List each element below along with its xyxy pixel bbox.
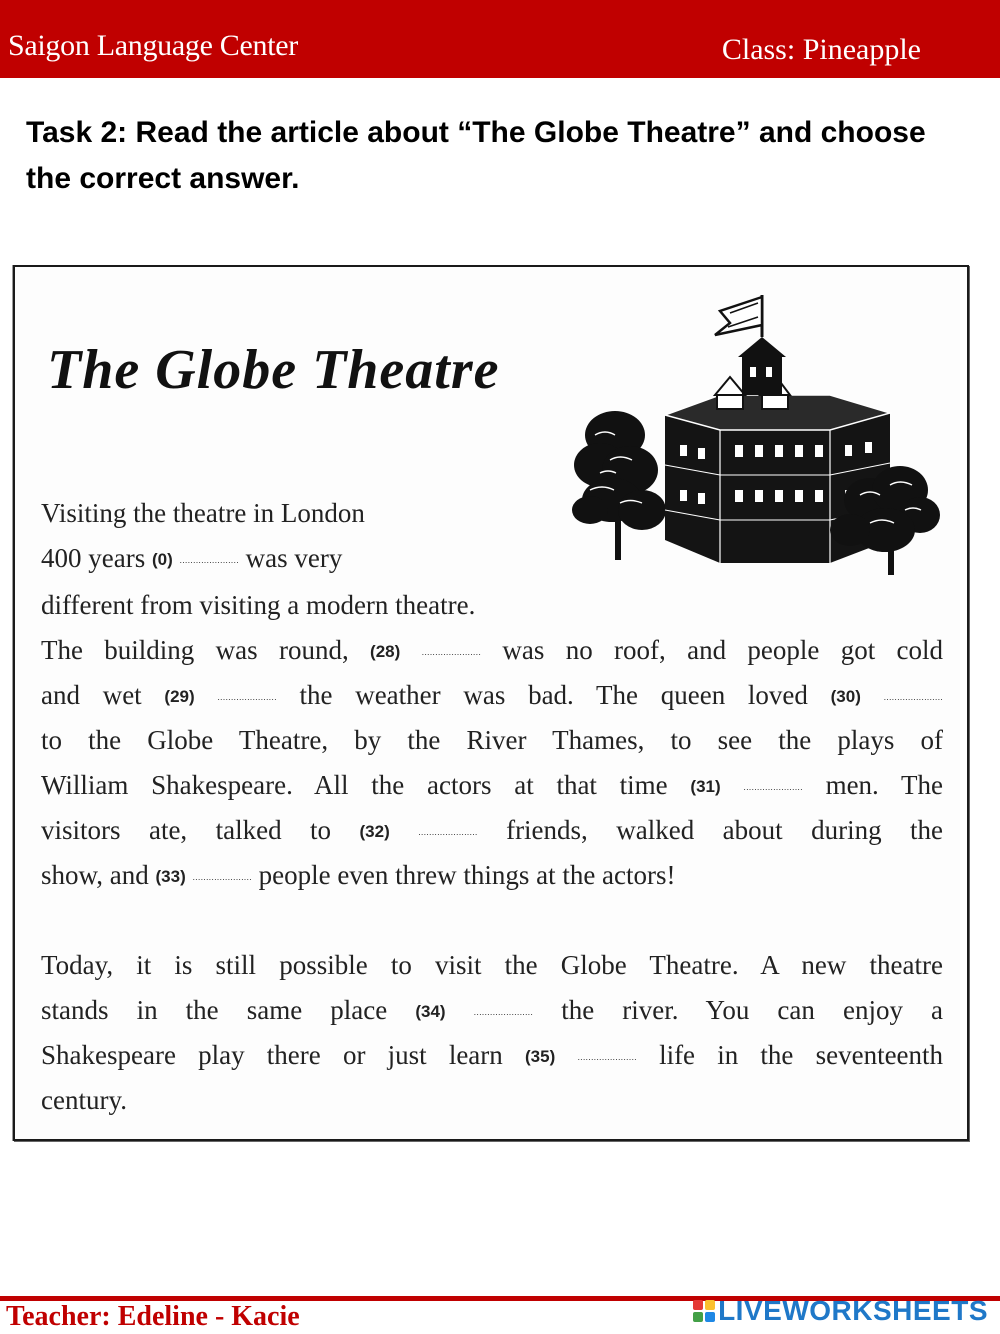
question-number: (31) [690, 777, 721, 796]
article-body [41, 491, 943, 1123]
article-line: William Shakespeare. All the actors at that time (31) ...................... men. The [41, 770, 944, 800]
article-line: Today, it is still possible to visit the Globe Theatre. A new theatre [41, 950, 943, 980]
class-label: Class: Pineapple [721, 33, 921, 66]
header-bar [0, 0, 1000, 78]
answer-blank[interactable]: ...................... [192, 872, 252, 882]
article-box [13, 265, 969, 1141]
answer-blank[interactable]: ...................... [418, 827, 478, 837]
question-number: (30) [830, 687, 861, 706]
answer-blank[interactable]: ...................... [743, 782, 803, 792]
article-line: to the Globe Theatre, by the River Thames, to see the plays of [41, 725, 943, 755]
liveworksheets-logo-icon [693, 1300, 715, 1322]
article-line: and wet (29) ...................... the weather was bad. The queen loved (30) ...................... [41, 680, 943, 710]
question-number: (29) [164, 687, 195, 706]
logo-text: LIVEWORKSHEETS [718, 1295, 988, 1326]
article-line: 400 years (0) ...................... was very [41, 543, 343, 573]
article-line: The building was round, (28) ...................... was no roof, and people got cold [41, 635, 944, 665]
answer-blank[interactable]: ...................... [421, 647, 482, 657]
task-instruction: Task 2: Read the article about “The Globe Theatre” and choose the correct answer. [26, 116, 926, 195]
article-line: different from visiting a modern theatre. [41, 590, 476, 620]
teacher-label: Teacher: Edeline - Kacie [6, 1301, 300, 1332]
question-number: (28) [370, 642, 401, 661]
article-line: Visiting the theatre in London [41, 498, 365, 528]
answer-blank[interactable]: ...................... [473, 1007, 534, 1017]
answer-blank[interactable]: ...................... [217, 692, 277, 702]
question-number: (0) [151, 550, 173, 569]
answer-blank[interactable]: ...................... [179, 555, 239, 565]
article-line: stands in the same place (34) ...................... the river. You can enjoy a [41, 995, 944, 1025]
article-line: century. [41, 1085, 127, 1115]
answer-blank[interactable]: ...................... [883, 692, 943, 702]
article-line: Shakespeare play there or just learn (35) ...................... life in the seventeenth [41, 1040, 944, 1070]
paragraph-gap [41, 900, 943, 943]
school-name: Saigon Language Center [8, 29, 298, 62]
liveworksheets-logo[interactable] [693, 1296, 988, 1326]
question-number: (35) [525, 1047, 556, 1066]
question-number: (33) [155, 867, 186, 886]
answer-blank[interactable]: ...................... [577, 1052, 637, 1062]
article-line: show, and (33) ...................... people even threw things at the actors! [41, 860, 676, 890]
article-line: visitors ate, talked to (32) ...................... friends, walked about during the [41, 815, 944, 845]
question-number: (34) [415, 1002, 446, 1021]
question-number: (32) [359, 822, 390, 841]
article-title: The Globe Theatre [47, 339, 500, 401]
